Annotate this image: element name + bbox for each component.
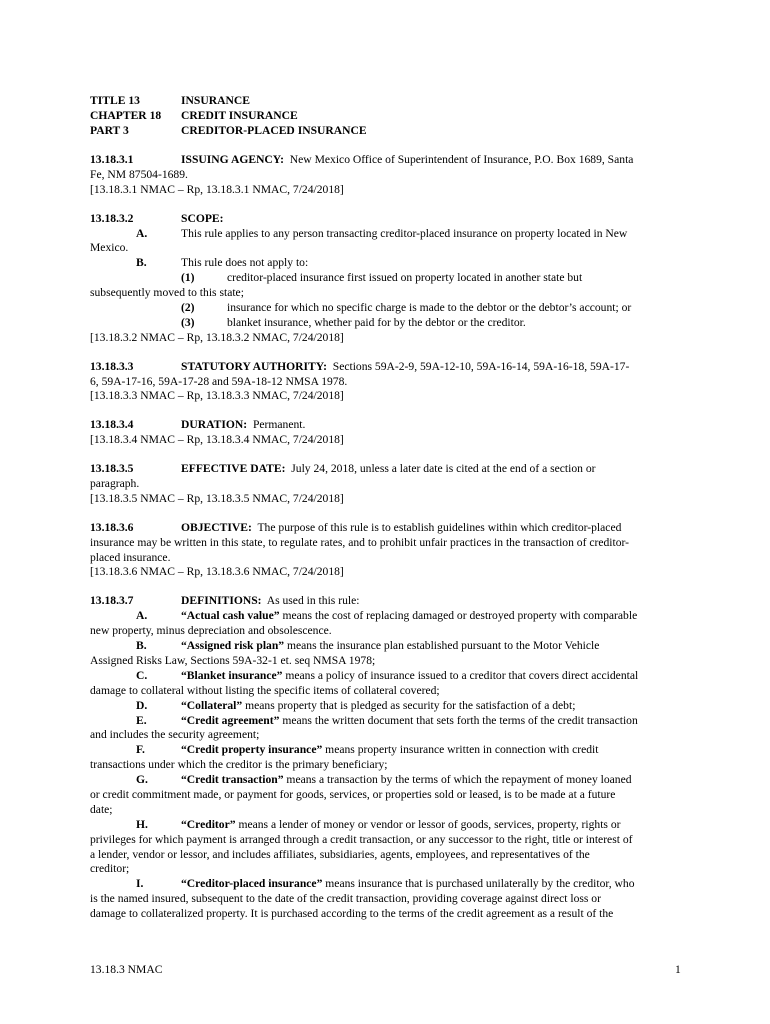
section-heading: ISSUING AGENCY:	[181, 153, 284, 166]
definition-term: “Credit transaction”	[181, 773, 284, 787]
definition-text: transactions under which the creditor is the primary beneficiary;	[90, 758, 388, 772]
paragraph-text: insurance for which no specific charge is made to the debtor or the debtor’s account; or	[227, 301, 632, 315]
section-text: Fe, NM 87504-1689.	[90, 167, 188, 181]
history-note: [13.18.3.6 NMAC – Rp, 13.18.3.6 NMAC, 7/24/2018]	[90, 565, 344, 579]
definition-item	[90, 877, 682, 892]
definition-text: Assigned Risks Law, Sections 59A-32-1 et. seq NMSA 1978;	[90, 653, 376, 667]
definition-text: means the cost of replacing damaged or destroyed property with comparable	[282, 609, 638, 623]
definition-text: means property insurance written in connection with credit	[325, 743, 599, 757]
definition-item	[90, 639, 682, 654]
definition-label: I.	[136, 877, 144, 891]
section-text: 6, 59A-17-16, 59A-17-28 and 59A-18-12 NMSA 1978.	[90, 374, 348, 388]
paragraph-number: (3)	[181, 315, 195, 329]
section-number: 13.18.3.7	[90, 594, 134, 608]
title-value: INSURANCE	[181, 94, 250, 107]
definition-text: means the written document that sets forth the terms of the credit transaction	[282, 713, 638, 727]
title-label: TITLE 13	[90, 94, 140, 107]
definition-text: means property that is pledged as security for the satisfaction of a debt;	[245, 698, 576, 712]
paragraph-text: creditor-placed insurance first issued on property located in another state but	[227, 271, 583, 285]
paragraph-text: subsequently moved to this state;	[90, 286, 244, 300]
definition-text: means a policy of insurance issued to a creditor that covers direct accidental	[285, 668, 639, 682]
subsection-text: This rule applies to any person transacting creditor-placed insurance on property located in New	[181, 226, 628, 240]
definition-text: is the named insured, subsequent to the date of the credit transaction, providing coverage against direct loss or	[90, 892, 601, 906]
definition-term: “Actual cash value”	[181, 609, 280, 623]
history-note: [13.18.3.4 NMAC – Rp, 13.18.3.4 NMAC, 7/24/2018]	[90, 433, 344, 447]
definition-text: damage to collateral without listing the specific items of collateral covered;	[90, 683, 440, 697]
paragraph-number: (1)	[181, 271, 195, 285]
definition-item	[90, 818, 682, 833]
section-number: 13.18.3.1	[90, 153, 134, 166]
section-objective	[90, 521, 682, 581]
section-number: 13.18.3.2	[90, 211, 134, 225]
section-text: The purpose of this rule is to establish guidelines within which creditor-placed	[257, 520, 622, 534]
definition-label: D.	[136, 698, 148, 712]
document-body	[90, 94, 682, 936]
section-scope	[90, 212, 682, 346]
section-number: 13.18.3.6	[90, 520, 134, 534]
rule-header	[90, 94, 682, 139]
definition-term: “Collateral”	[181, 698, 243, 712]
definition-term: “Creditor-placed insurance”	[181, 877, 323, 891]
title-row	[90, 94, 682, 109]
footer-citation: 13.18.3 NMAC	[90, 963, 163, 976]
definition-label: H.	[136, 817, 148, 831]
chapter-row	[90, 109, 682, 124]
section-definitions	[90, 594, 682, 922]
definition-item	[90, 743, 682, 758]
definition-text: means a lender of money or vendor or lessor of goods, services, property, rights or	[238, 817, 621, 831]
definition-item	[90, 714, 682, 729]
section-issuing-agency	[90, 153, 682, 198]
section-text: New Mexico Office of Superintendent of Insurance, P.O. Box 1689, Santa	[289, 153, 634, 166]
subsection-text: This rule does not apply to:	[181, 256, 309, 270]
definition-label: A.	[136, 609, 148, 623]
definition-label: G.	[136, 773, 148, 787]
definition-text: means a transaction by the terms of which the repayment of money loaned	[286, 773, 632, 787]
definition-term: “Assigned risk plan”	[181, 639, 285, 653]
section-text: July 24, 2018, unless a later date is cited at the end of a section or	[291, 462, 596, 476]
definition-text: creditor;	[90, 862, 130, 876]
definition-text: means the insurance plan established pursuant to the Motor Vehicle	[287, 639, 600, 653]
definition-item	[90, 699, 682, 714]
definition-term: “Creditor”	[181, 817, 236, 831]
definition-text: date;	[90, 802, 113, 816]
part-value: CREDITOR-PLACED INSURANCE	[181, 124, 367, 137]
paragraph-text: blanket insurance, whether paid for by the debtor or the creditor.	[227, 315, 526, 329]
section-text: paragraph.	[90, 477, 140, 491]
chapter-label: CHAPTER 18	[90, 109, 162, 122]
section-number: 13.18.3.4	[90, 418, 134, 432]
history-note: [13.18.3.2 NMAC – Rp, 13.18.3.2 NMAC, 7/24/2018]	[90, 330, 344, 344]
section-heading: STATUTORY AUTHORITY:	[181, 359, 327, 373]
definition-text: damage to collateralized property. It is purchased according to the terms of the credit agreement as a result of the	[90, 907, 614, 921]
page-number: 1	[675, 963, 681, 976]
section-heading: DURATION:	[181, 418, 248, 432]
section-heading: OBJECTIVE:	[181, 520, 252, 534]
definition-text: or credit commitment made, or payment for goods, services, or properties sold or leased, is to be made at a future	[90, 787, 616, 801]
section-number: 13.18.3.3	[90, 359, 134, 373]
definition-term: “Credit property insurance”	[181, 743, 323, 757]
history-note: [13.18.3.1 NMAC – Rp, 13.18.3.1 NMAC, 7/24/2018]	[90, 182, 344, 196]
subsection-text: Mexico.	[90, 241, 129, 255]
definition-text: and includes the security agreement;	[90, 728, 260, 742]
section-heading: EFFECTIVE DATE:	[181, 462, 286, 476]
definition-text: privileges for which payment is arranged through a credit transaction, or any successor to the right, title or interest of	[90, 832, 633, 846]
definition-item	[90, 669, 682, 684]
definition-label: F.	[136, 743, 145, 757]
definition-label: B.	[136, 639, 147, 653]
section-text: Sections 59A-2-9, 59A-12-10, 59A-16-14, 59A-16-18, 59A-17-	[332, 359, 630, 373]
definition-item	[90, 609, 682, 624]
definition-term: “Credit agreement”	[181, 713, 280, 727]
history-note: [13.18.3.3 NMAC – Rp, 13.18.3.3 NMAC, 7/24/2018]	[90, 389, 344, 403]
definition-term: “Blanket insurance”	[181, 668, 283, 682]
section-duration	[90, 418, 682, 448]
history-note: [13.18.3.5 NMAC – Rp, 13.18.3.5 NMAC, 7/24/2018]	[90, 491, 344, 505]
section-number: 13.18.3.5	[90, 462, 134, 476]
section-text: insurance may be written in this state, to regulate rates, and to prohibit unfair practices in the transaction of creditor-	[90, 535, 630, 549]
definition-label: E.	[136, 713, 147, 727]
section-effective-date	[90, 462, 682, 507]
definition-label: C.	[136, 668, 148, 682]
section-heading: DEFINITIONS:	[181, 594, 262, 608]
subsection-label: A.	[136, 226, 148, 240]
part-row	[90, 124, 682, 139]
part-label: PART 3	[90, 124, 129, 137]
section-statutory-authority	[90, 360, 682, 405]
definition-text: means insurance that is purchased unilaterally by the creditor, who	[325, 877, 635, 891]
chapter-value: CREDIT INSURANCE	[181, 109, 298, 122]
section-text: As used in this rule:	[266, 594, 360, 608]
section-text: Permanent.	[252, 418, 306, 432]
definition-item	[90, 773, 682, 788]
definition-text: a lender, vendor or lessor, and includes affiliates, subsidiaries, agents, employees, and representatives of the	[90, 847, 590, 861]
definition-text: new property, minus depreciation and obsolescence.	[90, 624, 332, 638]
section-heading: SCOPE:	[181, 211, 224, 225]
subsection-label: B.	[136, 256, 147, 270]
paragraph-number: (2)	[181, 301, 195, 315]
section-text: placed insurance.	[90, 550, 171, 564]
